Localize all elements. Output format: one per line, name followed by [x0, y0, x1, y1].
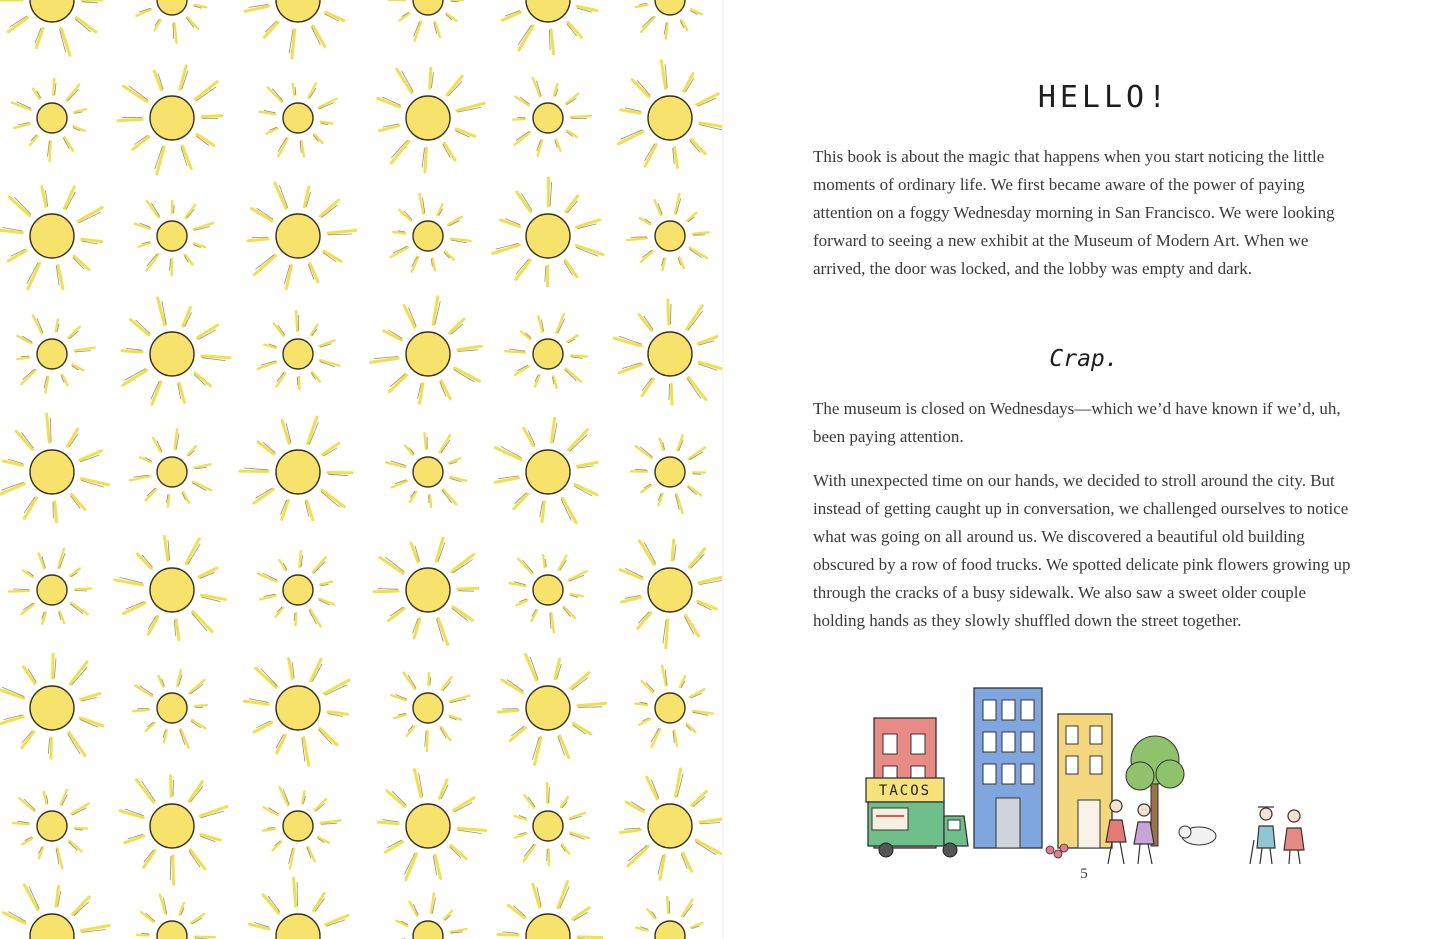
sun-icon	[13, 790, 89, 868]
sun-icon	[378, 770, 486, 880]
sun-icon	[378, 68, 484, 172]
paragraph-museum-closed: The museum is closed on Wednesdays—which we’d have known if we’d, uh, been paying attention.	[813, 399, 1341, 446]
page-heading: HELLO!	[1037, 80, 1171, 115]
sun-icon	[240, 417, 352, 520]
sun-icon	[263, 787, 340, 868]
sun-icon	[394, 893, 467, 939]
paragraph-stroll: With unexpected time on our hands, we decided to stroll around the city. But instead of getting caught up in conversation, we challenged ourselves to notice what was going on all around us. We discovered a beautiful old building obscured by a row of food trucks. We spotted delicate pink flowers growing up through the cracks of a busy sidewalk. We also saw a sweet older couple holding hands as they slowly shuffled down the street together.	[813, 471, 1351, 630]
city-street-illustration	[854, 670, 1314, 870]
sun-icon	[391, 673, 469, 751]
sun-icon	[391, 194, 471, 272]
sun-pattern	[0, 0, 722, 939]
sun-icon	[371, 297, 482, 404]
sun-icon	[3, 885, 109, 939]
sun-icon	[260, 83, 337, 156]
page-number: 5	[1080, 866, 1088, 882]
walking-couple	[1106, 800, 1154, 864]
older-couple	[1250, 807, 1304, 864]
sun-icon	[386, 433, 466, 507]
sun-icon	[493, 178, 603, 286]
sun-icon	[9, 549, 91, 624]
sun-icon	[137, 895, 215, 939]
sun-icon	[627, 194, 709, 270]
sun-icon	[0, 654, 103, 758]
tree	[1126, 736, 1184, 846]
yellow-building	[1058, 714, 1112, 848]
paragraph-intro: This book is about the magic that happens when you start noticing the little moments of ordinary life. We first became aware of the power of paying attention on a foggy Wednesday morning in San Francisco. We were looking forward to seeing a new exhibit at the Museum of Modern Art. When we arrived, the door was locked, and the lobby was empty and dark.	[813, 147, 1335, 278]
sun-icon	[245, 0, 347, 58]
sun-icon	[514, 783, 589, 865]
pink-flowers	[1046, 844, 1068, 858]
sun-icon	[495, 418, 597, 522]
text-page	[724, 0, 1445, 939]
sun-icon	[118, 66, 222, 174]
sun-icon	[495, 0, 601, 54]
sun-icon	[115, 537, 225, 640]
sun-icon	[498, 655, 606, 765]
sun-icon	[389, 0, 463, 41]
sun-icon	[248, 183, 356, 289]
sun-icon	[258, 551, 334, 626]
sun-icon	[130, 429, 211, 507]
sun-icon	[17, 316, 94, 393]
sun-icon	[498, 881, 602, 939]
sun-pattern-page	[0, 0, 722, 939]
sun-icon	[244, 659, 349, 765]
sun-icon	[0, 187, 102, 289]
sun-icon	[618, 61, 722, 168]
sun-icon	[374, 538, 478, 644]
blue-building	[974, 688, 1042, 848]
sun-icon	[130, 0, 206, 43]
sun-icon	[122, 298, 230, 404]
sun-icon	[634, 0, 712, 39]
sun-icon	[0, 414, 109, 522]
taco-truck	[866, 778, 968, 857]
interjection: Crap.	[1049, 346, 1119, 372]
sun-icon	[510, 555, 587, 632]
sun-icon	[614, 300, 722, 404]
sun-icon	[249, 878, 354, 939]
sun-icon	[12, 79, 86, 161]
sun-icon	[505, 314, 587, 388]
truck-sign: TACOS	[878, 783, 932, 799]
sun-icon	[258, 311, 340, 389]
sun-icon	[620, 540, 722, 648]
sun-icon	[620, 769, 722, 879]
sleeping-dog	[1179, 826, 1216, 845]
sun-icon	[0, 0, 102, 55]
sun-icon	[513, 78, 591, 156]
sun-icon	[135, 201, 213, 275]
sun-icon	[635, 666, 712, 747]
sun-icon	[631, 435, 705, 513]
sun-icon	[120, 776, 226, 884]
sun-icon	[630, 897, 708, 939]
sun-icon	[133, 670, 207, 748]
